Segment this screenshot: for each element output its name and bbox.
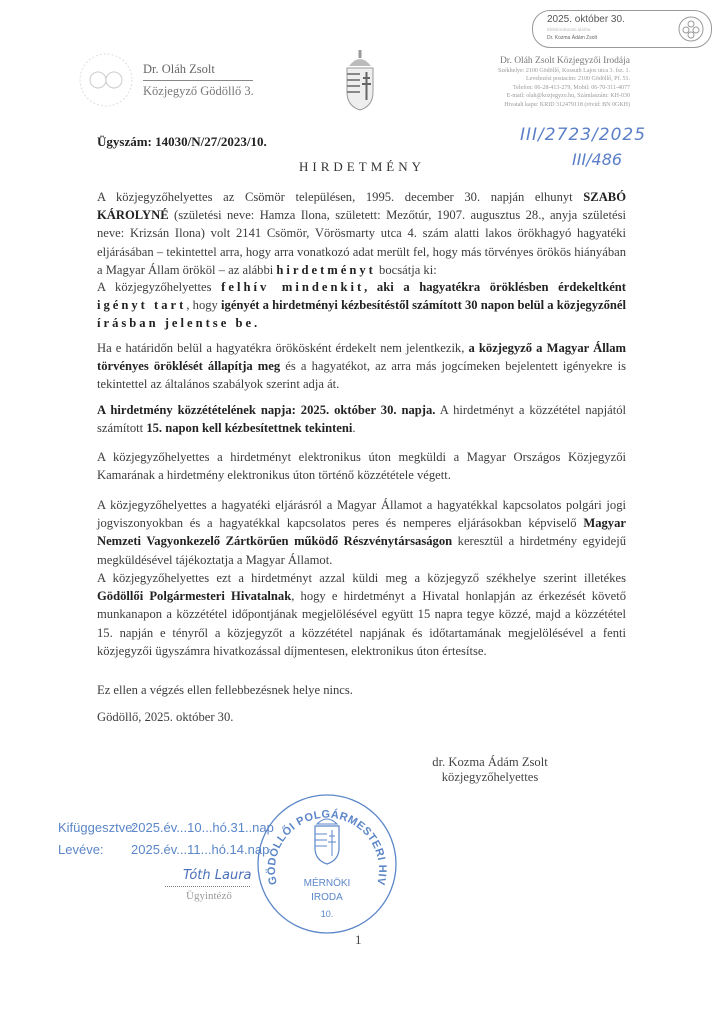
paragraph-state	[97, 496, 626, 569]
body-text: A közjegyzőhelyettes a hagyatéki eljárásról a Magyar Államot a hagyatékkal kapcsolatos polgári jogi jogviszonyokban és a hagyatékkal kapcsolatos peres és nemperes eljárásokban képviselő	[97, 498, 626, 531]
signer-role: közjegyzőhelyettes	[441, 770, 539, 784]
emphasized-text: igényét a hirdetményi kézbesítéstől számított 30 napon belül a közjegyzőnél	[221, 298, 626, 313]
clerk-signature-line	[165, 886, 250, 887]
paragraph-call	[97, 278, 626, 333]
handwritten-file-number: III/486	[572, 150, 623, 169]
removed-value: 2025.év...11...hó.14.nap	[131, 842, 270, 857]
notary-emblem-icon	[78, 52, 134, 108]
emphasized-text: felhív mindenkit	[221, 280, 365, 294]
svg-text:GÖDÖLLŐI POLGÁRMESTERI HIVATAL	[255, 792, 388, 887]
body-text: bocsátja ki:	[375, 262, 437, 277]
notary-name: Dr. Oláh Zsolt	[143, 62, 215, 76]
body-text: .	[352, 421, 356, 436]
signer-name: dr. Kozma Ádám Zsolt	[432, 755, 548, 769]
notary-title: Közjegyző Gödöllő 3.	[143, 84, 254, 98]
emphasized-text: A hirdetmény közzétételének napja: 2025. október 30. napja.	[97, 403, 436, 417]
page-number: 1	[355, 932, 362, 947]
handwritten-registry-number: III/2723/2025	[520, 125, 647, 145]
body-text: , hogy e hirdetményt a Hivatal honlapján az érkezését követő munkanapon a közzététel időpontjának megjelölésével együtt 15 napra tegye közzé, majd a közzététel 15. napján e tényről a közjegyzőt a közzététel napjának és időtartamának megjelölésével a fenti közjegyzői ügyszámra hivatkozással díjmentesen, elektronikus úton értesítse.	[97, 589, 626, 658]
paragraph-publication-date	[97, 401, 626, 437]
office-stamp-number: 10.	[320, 909, 334, 919]
date-stamp	[532, 10, 712, 48]
body-text: A hirdetményt a közzététel napjától számított	[97, 403, 626, 436]
paragraph-municipality	[97, 569, 626, 660]
office-phone: Telefon: 06-28-413-279, Mobil: 06-70-311-4077	[512, 84, 630, 91]
posted-value: 2025.év...10...hó.31..nap	[131, 820, 274, 835]
office-postal: Levelezési postacím: 2100 Gödöllő, Pf. 51.	[526, 76, 630, 83]
body-text: Gödöllő, 2025. október 30.	[97, 710, 234, 724]
coat-of-arms-icon	[343, 48, 377, 112]
body-text: Ez ellen a végzés ellen fellebbezésnek helye nincs.	[97, 683, 353, 697]
emphasized-text: a közjegyző a Magyar Állam törvényes öröklését állapítja meg	[97, 341, 626, 374]
emphasized-text: SZABÓ KÁROLYNÉ	[97, 190, 626, 223]
emphasized-text: Magyar Nemzeti Vagyonkezelő Zártkörűen működő Részvénytársaságon	[97, 516, 626, 549]
body-text: A közjegyzőhelyettes a hirdetményt elektronikus úton megküldi a Magyar Országos Közjegyzői Kamarának a hirdetmény elektronikus úton történő közzététele végett.	[97, 450, 626, 483]
emphasized-text: írásban jelentse be.	[97, 316, 261, 331]
office-title: Dr. Oláh Zsolt Közjegyzői Irodája	[499, 56, 630, 66]
body-text: Ha e határidőn belül a hagyatékra örökösként érdekelt nem jelentkezik,	[97, 341, 469, 355]
office-stamp-dept1: MÉRNÖKI	[303, 878, 351, 889]
emphasized-text: igényt tart	[97, 298, 187, 313]
date-stamp-note: Elektronikusan aláírta	[547, 27, 591, 32]
body-text: A közjegyzőhelyettes az Csömör településen, 1995. december 30. napján elhunyt	[97, 190, 584, 204]
emphasized-text: hirdetményt	[276, 262, 376, 277]
office-address: Székhelye: 2100 Gödöllő, Kossuth Lajos utca 3. fsz. 1.	[498, 68, 630, 74]
case-number: Ügyszám: 14030/N/27/2023/10.	[97, 134, 267, 149]
date-stamp-signer: Dr. Kozma Ádám Zsolt	[547, 35, 598, 41]
paragraph-intro	[97, 188, 626, 279]
seal-icon	[677, 15, 705, 43]
body-text: (születési neve: Hamza Ilona, született: Mezőtúr, 1907. augusztus 28., anyja születési neve: Krizsán Ilona) volt 2141 Csömör, Vörösmarty utca 4. szám alatti lakos örökhagyó hagyatéki eljárásában – tekintettel arra, hogy arra vonatkozó adat merült fel, hogy más törvényes örökös hiányában a Magyar Állam örököl – az alábbi	[97, 208, 626, 277]
body-text: A közjegyzőhelyettes	[97, 280, 222, 294]
office-email: E-mail: olah@kozjegyzo.hu, Számlaszám: KH-030	[506, 93, 630, 100]
emphasized-text: 15. napon kell kézbesítettnek tekinteni	[146, 421, 353, 436]
clerk-label: Ügyintéző	[186, 890, 232, 902]
stamp-coat-of-arms-icon	[315, 819, 339, 864]
office-stamp-ring-text: GÖDÖLLŐI POLGÁRMESTERI HIV	[265, 808, 389, 886]
letterhead-divider	[143, 80, 253, 81]
clerk-signature: Tóth Laura	[183, 868, 252, 883]
paragraph-deadline	[97, 339, 626, 394]
body-text: és a hagyatékot, az arra más jogcímeken bejelentett igényekre is tekintettel az általános szabályok szerint adja át.	[97, 359, 627, 392]
office-letterhead	[498, 56, 630, 109]
place-and-date	[97, 708, 626, 726]
paragraph-no-appeal	[97, 681, 626, 699]
office-stamp	[255, 792, 399, 936]
document-title: HIRDETMÉNY	[299, 159, 425, 174]
date-stamp-date: 2025. október 30.	[547, 14, 625, 25]
posted-label: Kifüggesztve:	[58, 820, 137, 835]
body-text: A közjegyzőhelyettes ezt a hirdetményt azzal küldi meg a közjegyző székhelye szerint illetékes	[97, 571, 626, 585]
paragraph-chamber	[97, 448, 626, 484]
removed-label: Levéve:	[58, 842, 104, 857]
emphasized-text: , aki a hagyatékra öröklésben érdekeltként	[364, 280, 626, 294]
office-stamp-dept2: IRODA	[311, 892, 343, 903]
body-text: , hogy	[186, 298, 222, 313]
emphasized-text: Gödöllői Polgármesteri Hivatalnak	[97, 589, 292, 604]
office-gateway: Hivatali kapu: KRID 312479118 (rövid: BN 0GKH)	[504, 101, 630, 108]
body-text: keresztül a hirdetmény egyidejű megküldésével tájékoztatja a Magyar Államot.	[97, 534, 626, 567]
